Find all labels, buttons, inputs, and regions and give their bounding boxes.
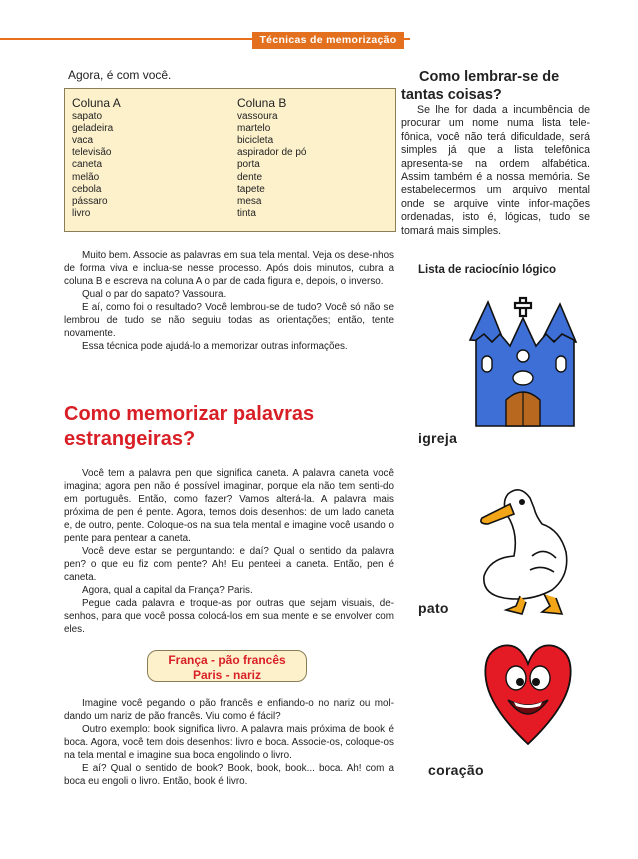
- list-item: martelo: [237, 123, 271, 135]
- duck-illustration: [470, 480, 582, 620]
- list-item: dente: [237, 171, 263, 183]
- paragraph: E aí, como foi o resultado? Você lembrou-se de tudo? Você só não se lembrou de tudo se não seguiu todas as orientações; então, tente novamente.: [64, 302, 394, 339]
- example-callout: [147, 650, 307, 682]
- intro-text: Agora, é com você.: [68, 68, 172, 82]
- list-item: tapete: [237, 183, 265, 195]
- caption-igreja: igreja: [418, 430, 458, 446]
- body-paragraph-2: [64, 467, 394, 636]
- column-b-header: Coluna B: [237, 96, 287, 110]
- paragraph: Você tem a palavra pen que significa caneta. A palavra caneta você imagina; agora pen não é possível imaginar, porque ela não tem senti-do em português. Então, como fazer? Vamos alterá-la. A palavra mais próxima de pen é pente. Agora, temos dois desenhos: de um lado caneta e, de outro, pente. Coloque-os na sua tela mental e imagine você usando o pente para pentear a caneta.: [64, 468, 394, 544]
- body-paragraph-1: [64, 249, 394, 353]
- paragraph: Essa técnica pode ajudá-lo a memorizar outras informações.: [82, 341, 348, 352]
- church-illustration: [462, 296, 584, 434]
- body-paragraph-3: [64, 697, 394, 788]
- list-item: bicicleta: [237, 135, 274, 147]
- list-item: livro: [72, 207, 91, 219]
- list-item: mesa: [237, 195, 262, 207]
- list-item: cebola: [72, 183, 102, 195]
- sidebar-heading-line-2: tantas coisas?: [401, 87, 502, 103]
- sidebar-paragraph: [401, 104, 590, 238]
- list-item: geladeira: [72, 123, 114, 135]
- sidebar-heading: [401, 68, 591, 104]
- paragraph: Se lhe for dada a incumbência de procurar um nome numa lista tele-fônica, você não terá dificuldade, será simples já que a lista telefônica apresenta-se na ordem alfabética. Assim também é a nossa memória. Se estabelecermos um arquivo mental onde se arquive vinte infor-mações ordenadas, isto é, lógicas, tudo se tomará mais simples.: [401, 104, 590, 237]
- list-item: caneta: [72, 159, 103, 171]
- paragraph: E aí? Qual o sentido de book? Book, book, book... boca. Ah! com a boca eu engoli o livro. Então, book é livro.: [64, 763, 394, 787]
- list-item: tinta: [237, 207, 256, 219]
- list-item: porta: [237, 159, 260, 171]
- column-a-header: Coluna A: [72, 96, 121, 110]
- caption-coracao: coração: [428, 762, 484, 778]
- heart-illustration: [478, 636, 578, 754]
- list-item: sapato: [72, 111, 103, 123]
- column-a: [72, 97, 121, 220]
- column-b: [237, 97, 307, 220]
- caption-pato: pato: [418, 600, 449, 616]
- paragraph: Muito bem. Associe as palavras em sua tela mental. Veja os dese-nhos de forma viva e inclua-se nesse processo. Após dois minutos, cubra a coluna B e escreva na coluna A o par de cada figura e, depois, o inverso.: [64, 250, 394, 287]
- callout-line-2: Paris - nariz: [192, 668, 262, 682]
- logic-list-title: Lista de raciocínio lógico: [418, 264, 557, 276]
- paragraph: Outro exemplo: book significa livro. A palavra mais próxima de book é boca. Agora, você tem dois desenhos: livro e boca. Associe-os, coloque-os na tela mental e imagine sua boca engolindo o livro.: [64, 724, 394, 761]
- paragraph: Qual o par do sapato? Vassoura.: [82, 289, 227, 300]
- section-title-tab: Técnicas de memorização: [252, 32, 404, 49]
- list-item: melão: [72, 171, 100, 183]
- list-item: televisão: [72, 147, 112, 159]
- paragraph: Você deve estar se perguntando: e daí? Qual o sentido da palavra pen? o que eu fiz com pente? Ah! Eu penteei a caneta. Então, pen é caneta.: [64, 546, 394, 583]
- paragraph: Imagine você pegando o pão francês e enfiando-o no nariz ou mol-dando um nariz de pão francês. Viu como é fácil?: [64, 698, 394, 722]
- list-item: aspirador de pó: [237, 147, 307, 159]
- callout-line-1: França - pão francês: [168, 653, 286, 667]
- word-pairs-table: [64, 88, 396, 232]
- list-item: vassoura: [237, 111, 278, 123]
- list-item: vaca: [72, 135, 94, 147]
- paragraph: Agora, qual a capital da França? Paris.: [82, 585, 253, 596]
- sidebar-heading-line-1: Como lembrar-se de: [419, 69, 560, 85]
- list-item: pássaro: [72, 195, 108, 207]
- section-heading-foreign-words: Como memorizar palavras estrangeiras?: [64, 403, 315, 450]
- paragraph: Pegue cada palavra e troque-as por outras que sejam visuais, de-senhos, para que você possa colocá-los em sua mente e se envolver com eles.: [64, 598, 394, 635]
